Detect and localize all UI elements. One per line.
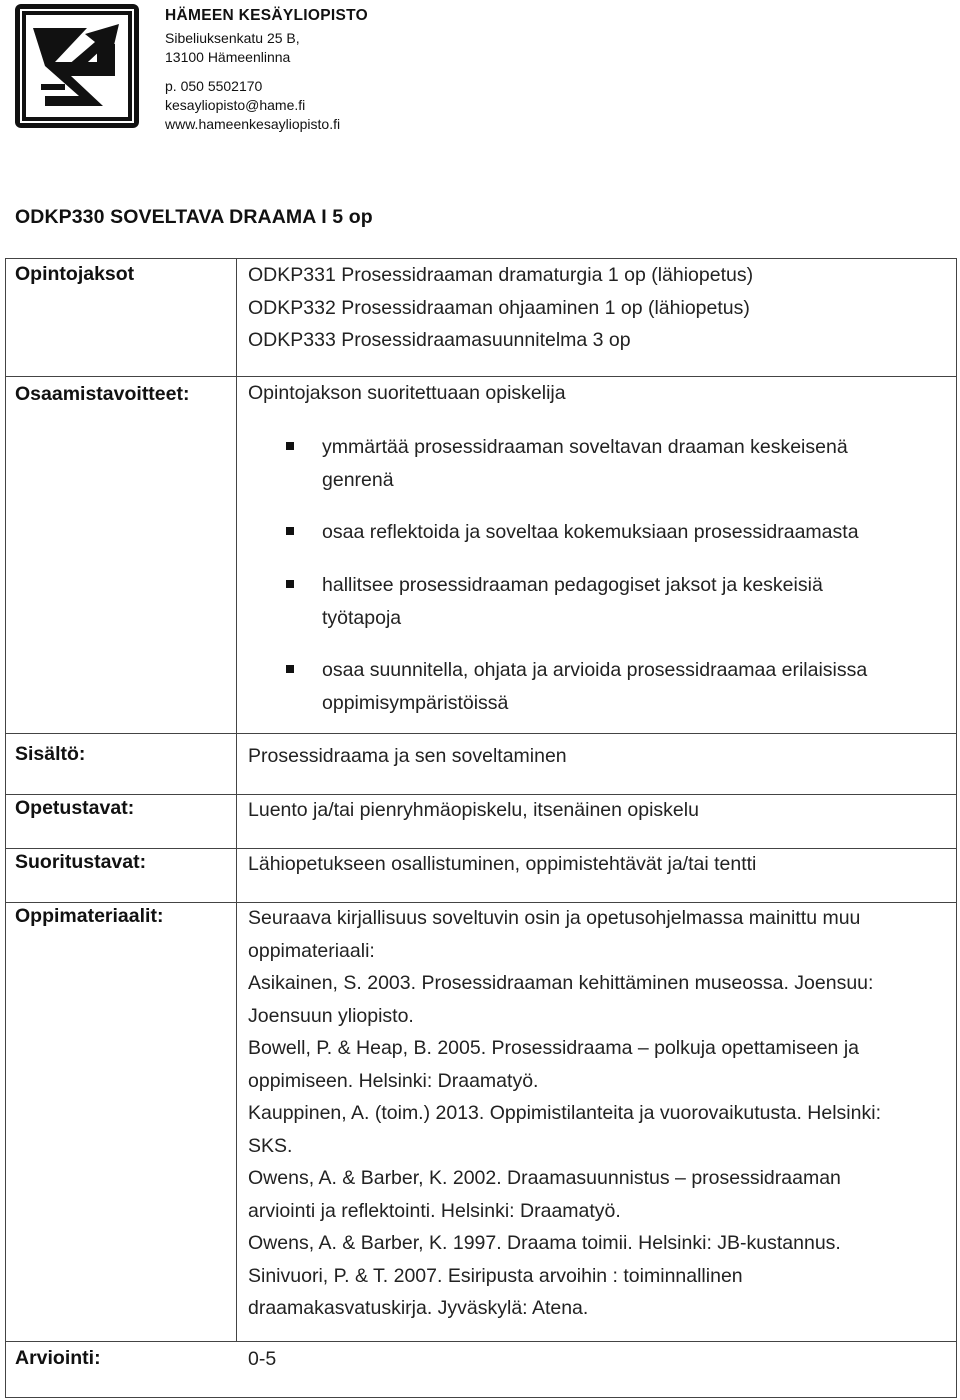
label-oppimateriaalit: Oppimateriaalit: (15, 905, 164, 927)
material-line: arviointi ja reflektointi. Helsinki: Draamatyö. (248, 1199, 621, 1222)
material-line: Kauppinen, A. (toim.) 2013. Oppimistilanteita ja vuorovaikutusta. Helsinki: (248, 1102, 881, 1124)
value-arviointi: 0-5 (248, 1348, 277, 1370)
material-line: Owens, A. & Barber, K. 1997. Draama toimii. Helsinki: JB-kustannus. (248, 1232, 841, 1254)
square-bullet-icon (286, 665, 294, 673)
address-line-1: Sibeliuksenkatu 25 B, (165, 30, 300, 46)
square-bullet-icon (286, 580, 294, 588)
label-opintojaksot: Opintojaksot (15, 263, 135, 285)
label-arviointi: Arviointi: (15, 1347, 101, 1369)
material-line: Bowell, P. & Heap, B. 2005. Prosessidraama – polkuja opettamiseen ja (248, 1037, 859, 1059)
label-sisalto: Sisältö: (15, 743, 86, 765)
organization-info (165, 6, 375, 134)
goal-line: genrenä (322, 468, 394, 491)
goal-line: osaa suunnitella, ohjata ja arvioida prosessidraamaa erilaisissa (322, 659, 868, 681)
label-osaamistavoitteet: Osaamistavoitteet: (15, 383, 190, 405)
row-divider (6, 1341, 956, 1342)
goal-item (286, 516, 886, 549)
square-bullet-icon (286, 527, 294, 535)
value-sisalto: Prosessidraama ja sen soveltaminen (248, 745, 567, 767)
goal-line: ymmärtää prosessidraaman soveltavan draaman keskeisenä (322, 436, 848, 458)
material-line: oppimiseen. Helsinki: Draamatyö. (248, 1069, 539, 1092)
material-line: Joensuun yliopisto. (248, 1004, 414, 1027)
goals-intro: Opintojakson suoritettuaan opiskelija (248, 382, 566, 404)
goal-item (286, 569, 886, 634)
module-line: ODKP332 Prosessidraaman ohjaaminen 1 op (lähiopetus) (248, 296, 750, 319)
module-line: ODKP331 Prosessidraaman dramaturgia 1 op (lähiopetus) (248, 264, 754, 286)
goal-line: työtapoja (322, 606, 402, 629)
goal-line: hallitsee prosessidraaman pedagogiset jaksot ja keskeisiä (322, 574, 823, 596)
goal-line: oppimisympäristöissä (322, 691, 509, 714)
goal-item (286, 431, 886, 496)
organization-name: HÄMEEN KESÄYLIOPISTO (165, 7, 368, 24)
letterhead (15, 4, 375, 132)
course-title: ODKP330 SOVELTAVA DRAAMA I 5 op (15, 206, 373, 228)
goal-line: osaa reflektoida ja soveltaa kokemuksiaan prosessidraamasta (322, 521, 859, 543)
module-line: ODKP333 Prosessidraamasuunnitelma 3 op (248, 329, 631, 351)
row-divider (6, 733, 956, 734)
material-line: SKS. (248, 1134, 293, 1157)
university-logo-icon (15, 4, 139, 128)
value-opintojaksot (248, 259, 948, 357)
material-line: Owens, A. & Barber, K. 2002. Draamasuunnistus – prosessidraaman (248, 1167, 841, 1189)
material-line: Asikainen, S. 2003. Prosessidraaman kehittäminen museossa. Joensuu: (248, 972, 874, 994)
label-suoritustavat: Suoritustavat: (15, 851, 147, 873)
material-line: draamakasvatuskirja. Jyväskylä: Atena. (248, 1297, 589, 1319)
label-opetustavat: Opetustavat: (15, 797, 135, 819)
material-line: oppimateriaali: (248, 939, 375, 962)
column-divider (236, 259, 237, 1341)
phone: p. 050 5502170 (165, 78, 263, 94)
course-table (5, 258, 957, 1398)
value-opetustavat: Luento ja/tai pienryhmäopiskelu, itsenäinen opiskelu (248, 799, 699, 821)
address-line-2: 13100 Hämeenlinna (165, 49, 291, 65)
value-oppimateriaalit (248, 902, 948, 1325)
email-link[interactable]: kesayliopisto@hame.fi (165, 97, 306, 113)
material-line: Seuraava kirjallisuus soveltuvin osin ja opetusohjelmassa mainittu muu (248, 907, 861, 929)
website-link[interactable]: www.hameenkesayliopisto.fi (165, 116, 341, 132)
value-suoritustavat: Lähiopetukseen osallistuminen, oppimistehtävät ja/tai tentti (248, 853, 757, 875)
material-line: Sinivuori, P. & T. 2007. Esiripusta arvoihin : toiminnallinen (248, 1264, 743, 1287)
goal-item (286, 654, 886, 719)
square-bullet-icon (286, 442, 294, 450)
